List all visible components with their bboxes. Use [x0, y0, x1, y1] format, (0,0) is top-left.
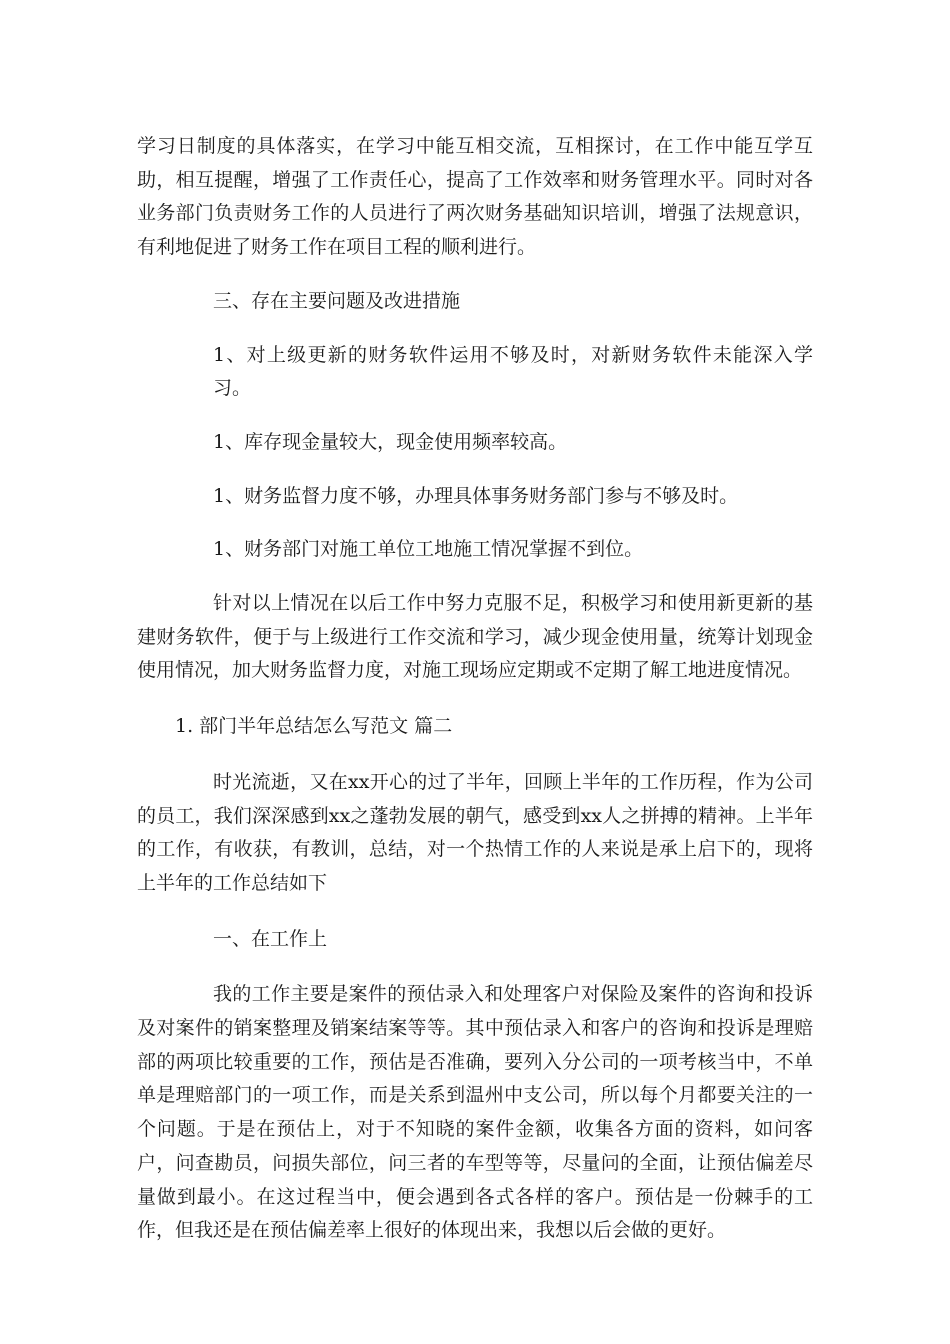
problem-item: 1、财务监督力度不够，办理具体事务财务部门参与不够及时。: [213, 484, 739, 507]
problem-item: 1、对上级更新的财务软件运用不够及时，对新财务软件未能深入学习。: [213, 343, 813, 400]
section-heading-problems: 三、存在主要问题及改进措施: [213, 289, 461, 312]
intro-paragraph: 时光流逝，又在xx开心的过了半年，回顾上半年的工作历程，作为公司的员工，我们深深感到xx之蓬勃发展的朝气，感受到xx人之拼搏的精神。上半年的工作，有收获，有教训，总结，对一个热情工作的人来说是承上启下的，现将上半年的工作总结如下: [137, 770, 813, 894]
continuation-paragraph: 学习日制度的具体落实，在学习中能互相交流，互相探讨，在工作中能互学互助，相互提醒，增强了工作责任心，提高了工作效率和财务管理水平。同时对各业务部门负责财务工作的人员进行了两次财务基础知识培训，增强了法规意识，有利地促进了财务工作在项目工程的顺利进行。: [137, 135, 813, 259]
article-title: 1. 部门半年总结怎么写范文 篇二: [175, 715, 453, 738]
work-paragraph: 我的工作主要是案件的预估录入和处理客户对保险及案件的咨询和投诉及对案件的销案整理及销案结案等等。其中预估录入和客户的咨询和投诉是理赔部的两项比较重要的工作，预估是否准确，要列入分公司的一项考核当中，不单单是理赔部门的一项工作，而是关系到温州中支公司，所以每个月都要关注的一个问题。于是在预估上，对于不知晓的案件金额，收集各方面的资料，如问客户，问查勘员，问损失部位，问三者的车型等等，尽量问的全面，让预估偏差尽量做到最小。在这过程当中，便会遇到各式各样的客户。预估是一份棘手的工作，但我还是在预估偏差率上很好的体现出来，我想以后会做的更好。: [137, 983, 813, 1242]
problem-item: 1、财务部门对施工单位工地施工情况掌握不到位。: [213, 538, 644, 561]
measures-paragraph: 针对以上情况在以后工作中努力克服不足，积极学习和使用新更新的基建财务软件，便于与上级进行工作交流和学习，减少现金使用量，统筹计划现金使用情况，加大财务监督力度，对施工现场应定期或不定期了解工地进度情况。: [137, 592, 813, 682]
section-heading-work: 一、在工作上: [213, 927, 328, 950]
document-body: [137, 130, 813, 1248]
problem-item: 1、库存现金量较大，现金使用频率较高。: [213, 430, 568, 453]
